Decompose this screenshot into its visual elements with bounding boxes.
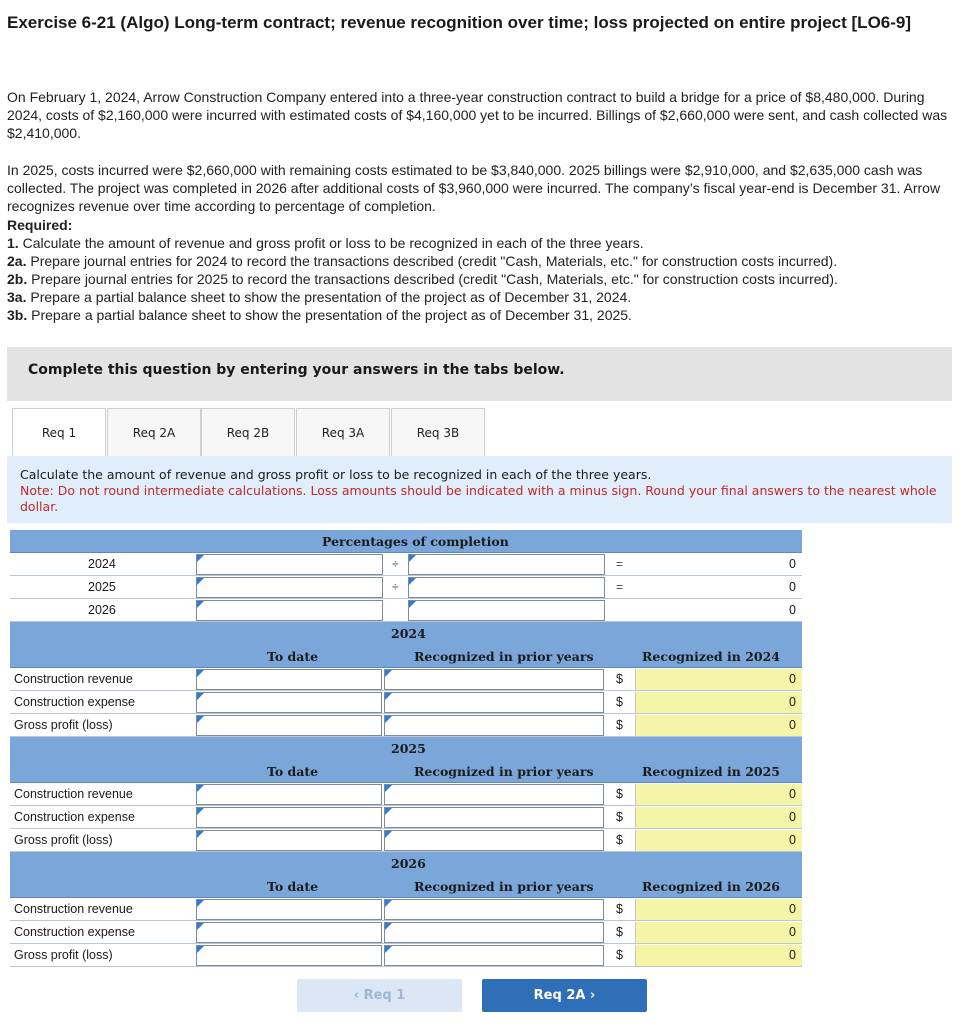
section-year: 2026: [391, 856, 426, 871]
equals-sign: =: [616, 580, 624, 594]
costs-to-date-input[interactable]: [196, 600, 383, 621]
percent-row-2024: [10, 553, 802, 576]
next-req-label: Req 2A: [533, 988, 586, 1003]
tab-req-2b[interactable]: Req 2B: [201, 408, 295, 456]
prior-years-input[interactable]: [384, 692, 604, 713]
total-estimated-costs-input[interactable]: [408, 600, 605, 621]
percent-header: [10, 530, 802, 553]
recognized-value: 0: [635, 945, 802, 966]
table-row: [10, 898, 802, 921]
table-row: [10, 691, 802, 714]
costs-to-date-input[interactable]: [196, 577, 383, 598]
prior-years-input[interactable]: [384, 830, 604, 851]
row-label: Construction revenue: [14, 787, 133, 801]
problem-paragraph-2: In 2025, costs incurred were $2,660,000 with remaining costs estimated to be $3,840,000. 2025 billings were $2,910,000, and $2,635,000 cash was collected. The project was completed in 2026 after additional costs of $3,960,000 were incurred. The company’s fiscal year-end is December 31. Arrow recognizes revenue over time according to percentage of completion.: [7, 162, 941, 214]
to-date-input[interactable]: [196, 830, 382, 851]
to-date-column-header: To date: [267, 764, 319, 779]
percent-row-2025: [10, 576, 802, 599]
total-estimated-costs-input[interactable]: [408, 577, 605, 598]
currency-sign: $: [616, 695, 623, 709]
currency-sign: $: [616, 925, 623, 939]
chevron-left-icon: ‹: [353, 988, 360, 1003]
next-req-button[interactable]: [482, 979, 647, 1012]
prior-years-input[interactable]: [384, 899, 604, 920]
requirement-3b: 3b. Prepare a partial balance sheet to show the presentation of the project as of December 31, 2025.: [7, 307, 632, 323]
recognized-value: 0: [635, 784, 802, 805]
year-label: 2024: [88, 557, 116, 571]
banner-text: Complete this question by entering your answers in the tabs below.: [28, 362, 565, 378]
chevron-right-icon: ›: [589, 988, 596, 1003]
prior-years-column-header: Recognized in prior years: [414, 764, 594, 779]
row-label: Construction expense: [14, 810, 135, 824]
percent-result: 0: [789, 603, 796, 617]
percent-header-label: Percentages of completion: [322, 534, 509, 549]
section-header-2026: [10, 852, 802, 898]
year-label: 2026: [88, 603, 116, 617]
section-header-2025: [10, 737, 802, 783]
recognized-column-header: Recognized in 2024: [642, 649, 780, 664]
prev-req-button[interactable]: [297, 979, 462, 1012]
total-estimated-costs-input[interactable]: [408, 554, 605, 575]
row-label: Construction revenue: [14, 902, 133, 916]
section-header-2024: [10, 622, 802, 668]
currency-sign: $: [616, 672, 623, 686]
percent-result: 0: [789, 580, 796, 594]
year-label: 2025: [88, 580, 116, 594]
prior-years-input[interactable]: [384, 715, 604, 736]
row-label: Gross profit (loss): [14, 948, 113, 962]
recognized-value: 0: [635, 715, 802, 736]
to-date-input[interactable]: [196, 807, 382, 828]
to-date-column-header: To date: [267, 879, 319, 894]
currency-sign: $: [616, 810, 623, 824]
currency-sign: $: [616, 902, 623, 916]
table-row: [10, 921, 802, 944]
to-date-input[interactable]: [196, 922, 382, 943]
prior-years-input[interactable]: [384, 807, 604, 828]
prior-years-input[interactable]: [384, 922, 604, 943]
table-row: [10, 668, 802, 691]
currency-sign: $: [616, 948, 623, 962]
to-date-column-header: To date: [267, 649, 319, 664]
prev-req-label: Req 1: [363, 988, 406, 1003]
tab-req-2a[interactable]: Req 2A: [107, 408, 201, 456]
prior-years-input[interactable]: [384, 945, 604, 966]
percent-row-2026: [10, 599, 802, 622]
recognized-value: 0: [635, 830, 802, 851]
row-label: Construction expense: [14, 695, 135, 709]
requirement-2b: 2b. Prepare journal entries for 2025 to record the transactions described (credit "Cash, Materials, etc." for construction costs incurred).: [7, 271, 838, 287]
prior-years-input[interactable]: [384, 669, 604, 690]
currency-sign: $: [616, 787, 623, 801]
tab-req-3a[interactable]: Req 3A: [296, 408, 390, 456]
recognized-value: 0: [635, 669, 802, 690]
recognized-column-header: Recognized in 2025: [642, 764, 780, 779]
recognized-value: 0: [635, 922, 802, 943]
exercise-title: Exercise 6-21 (Algo) Long-term contract; revenue recognition over time; loss projected on entire project [LO6-9]: [7, 13, 912, 32]
prior-years-column-header: Recognized in prior years: [414, 879, 594, 894]
currency-sign: $: [616, 833, 623, 847]
to-date-input[interactable]: [196, 715, 382, 736]
recognized-value: 0: [635, 692, 802, 713]
recognized-value: 0: [635, 899, 802, 920]
equals-sign: =: [616, 557, 624, 571]
instructions-banner: [7, 347, 952, 401]
prior-years-input[interactable]: [384, 784, 604, 805]
recognized-value: 0: [635, 807, 802, 828]
row-label: Construction expense: [14, 925, 135, 939]
table-row: [10, 829, 802, 852]
section-year: 2025: [391, 741, 426, 756]
table-row: [10, 944, 802, 967]
to-date-input[interactable]: [196, 784, 382, 805]
currency-sign: $: [616, 718, 623, 732]
rounding-note: Note: Do not round intermediate calculations. Loss amounts should be indicated with a minus sign. Round your final answers to the nearest whole dollar.: [20, 483, 937, 514]
to-date-input[interactable]: [196, 945, 382, 966]
to-date-input[interactable]: [196, 669, 382, 690]
prior-years-column-header: Recognized in prior years: [414, 649, 594, 664]
divide-sign: ÷: [392, 557, 399, 571]
to-date-input[interactable]: [196, 899, 382, 920]
recognized-column-header: Recognized in 2026: [642, 879, 780, 894]
percent-result: 0: [789, 557, 796, 571]
table-row: [10, 714, 802, 737]
tab-req-3b[interactable]: Req 3B: [391, 408, 485, 456]
table-row: [10, 783, 802, 806]
problem-paragraph-1: On February 1, 2024, Arrow Construction Company entered into a three-year construction contract to build a bridge for a price of $8,480,000. During 2024, costs of $2,160,000 were incurred with estimated costs of $4,160,000 yet to be incurred. Billings of $2,660,000 were sent, and cash collected was $2,410,000.: [7, 89, 948, 141]
to-date-input[interactable]: [196, 692, 382, 713]
requirement-1: 1. Calculate the amount of revenue and gross profit or loss to be recognized in each of the three years.: [7, 235, 644, 251]
tab-req-1[interactable]: Req 1: [12, 408, 106, 457]
table-row: [10, 806, 802, 829]
tab-instructions: [7, 456, 952, 523]
required-label: Required:: [7, 217, 73, 233]
divide-sign: ÷: [392, 580, 399, 594]
row-label: Gross profit (loss): [14, 833, 113, 847]
requirements-block: [7, 216, 952, 324]
row-label: Construction revenue: [14, 672, 133, 686]
requirement-2a: 2a. Prepare journal entries for 2024 to record the transactions described (credit "Cash, Materials, etc." for construction costs incurred).: [7, 253, 838, 269]
instruction-text: Calculate the amount of revenue and gross profit or loss to be recognized in each of the three years.: [20, 467, 652, 482]
section-year: 2024: [391, 626, 426, 641]
requirement-3a: 3a. Prepare a partial balance sheet to show the presentation of the project as of December 31, 2024.: [7, 289, 632, 305]
row-label: Gross profit (loss): [14, 718, 113, 732]
costs-to-date-input[interactable]: [196, 554, 383, 575]
